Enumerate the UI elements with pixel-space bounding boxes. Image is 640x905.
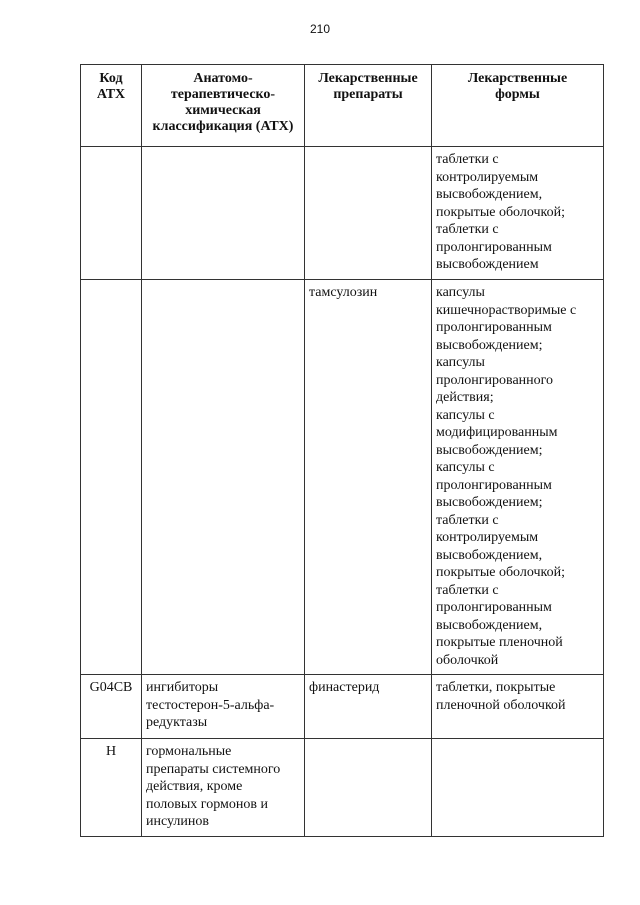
cell-classification: [142, 147, 305, 280]
page-number: 210: [309, 22, 331, 36]
cell-classification: [142, 280, 305, 675]
cell-forms: таблетки с контролируемым высвобождением, покрытые оболочкой; таблетки с пролонгированным высвобождением: [432, 147, 604, 280]
header-code: Код АТХ: [81, 65, 142, 147]
header-drugs: Лекарственные препараты: [305, 65, 432, 147]
table-row: [81, 675, 604, 739]
table-row: [81, 147, 604, 280]
cell-drug: [305, 739, 432, 837]
cell-forms: капсулы кишечнорастворимые с пролонгированным высвобождением; капсулы пролонгированного действия; капсулы с модифицированным высвобождением; капсулы с пролонгированным высвобождением; таблетки с контролируемым высвобождением, покрытые оболочкой; таблетки с пролонгированным высвобождением, покрытые пленочной оболочкой: [432, 280, 604, 675]
cell-code: H: [81, 739, 142, 837]
header-row: [81, 65, 604, 147]
cell-code: G04CB: [81, 675, 142, 739]
cell-drug: [305, 147, 432, 280]
table-row: [81, 739, 604, 837]
cell-classification: гормональные препараты системного действия, кроме половых гормонов и инсулинов: [142, 739, 305, 837]
header-forms: Лекарственные формы: [432, 65, 604, 147]
cell-forms: [432, 739, 604, 837]
cell-drug: финастерид: [305, 675, 432, 739]
atx-table: [80, 64, 604, 837]
cell-drug: тамсулозин: [305, 280, 432, 675]
cell-code: [81, 147, 142, 280]
table-row: [81, 280, 604, 675]
header-classification: Анатомо- терапевтическо- химическая классификация (АТХ): [142, 65, 305, 147]
cell-forms: таблетки, покрытые пленочной оболочкой: [432, 675, 604, 739]
cell-classification: ингибиторы тестостерон-5-альфа- редуктазы: [142, 675, 305, 739]
cell-code: [81, 280, 142, 675]
